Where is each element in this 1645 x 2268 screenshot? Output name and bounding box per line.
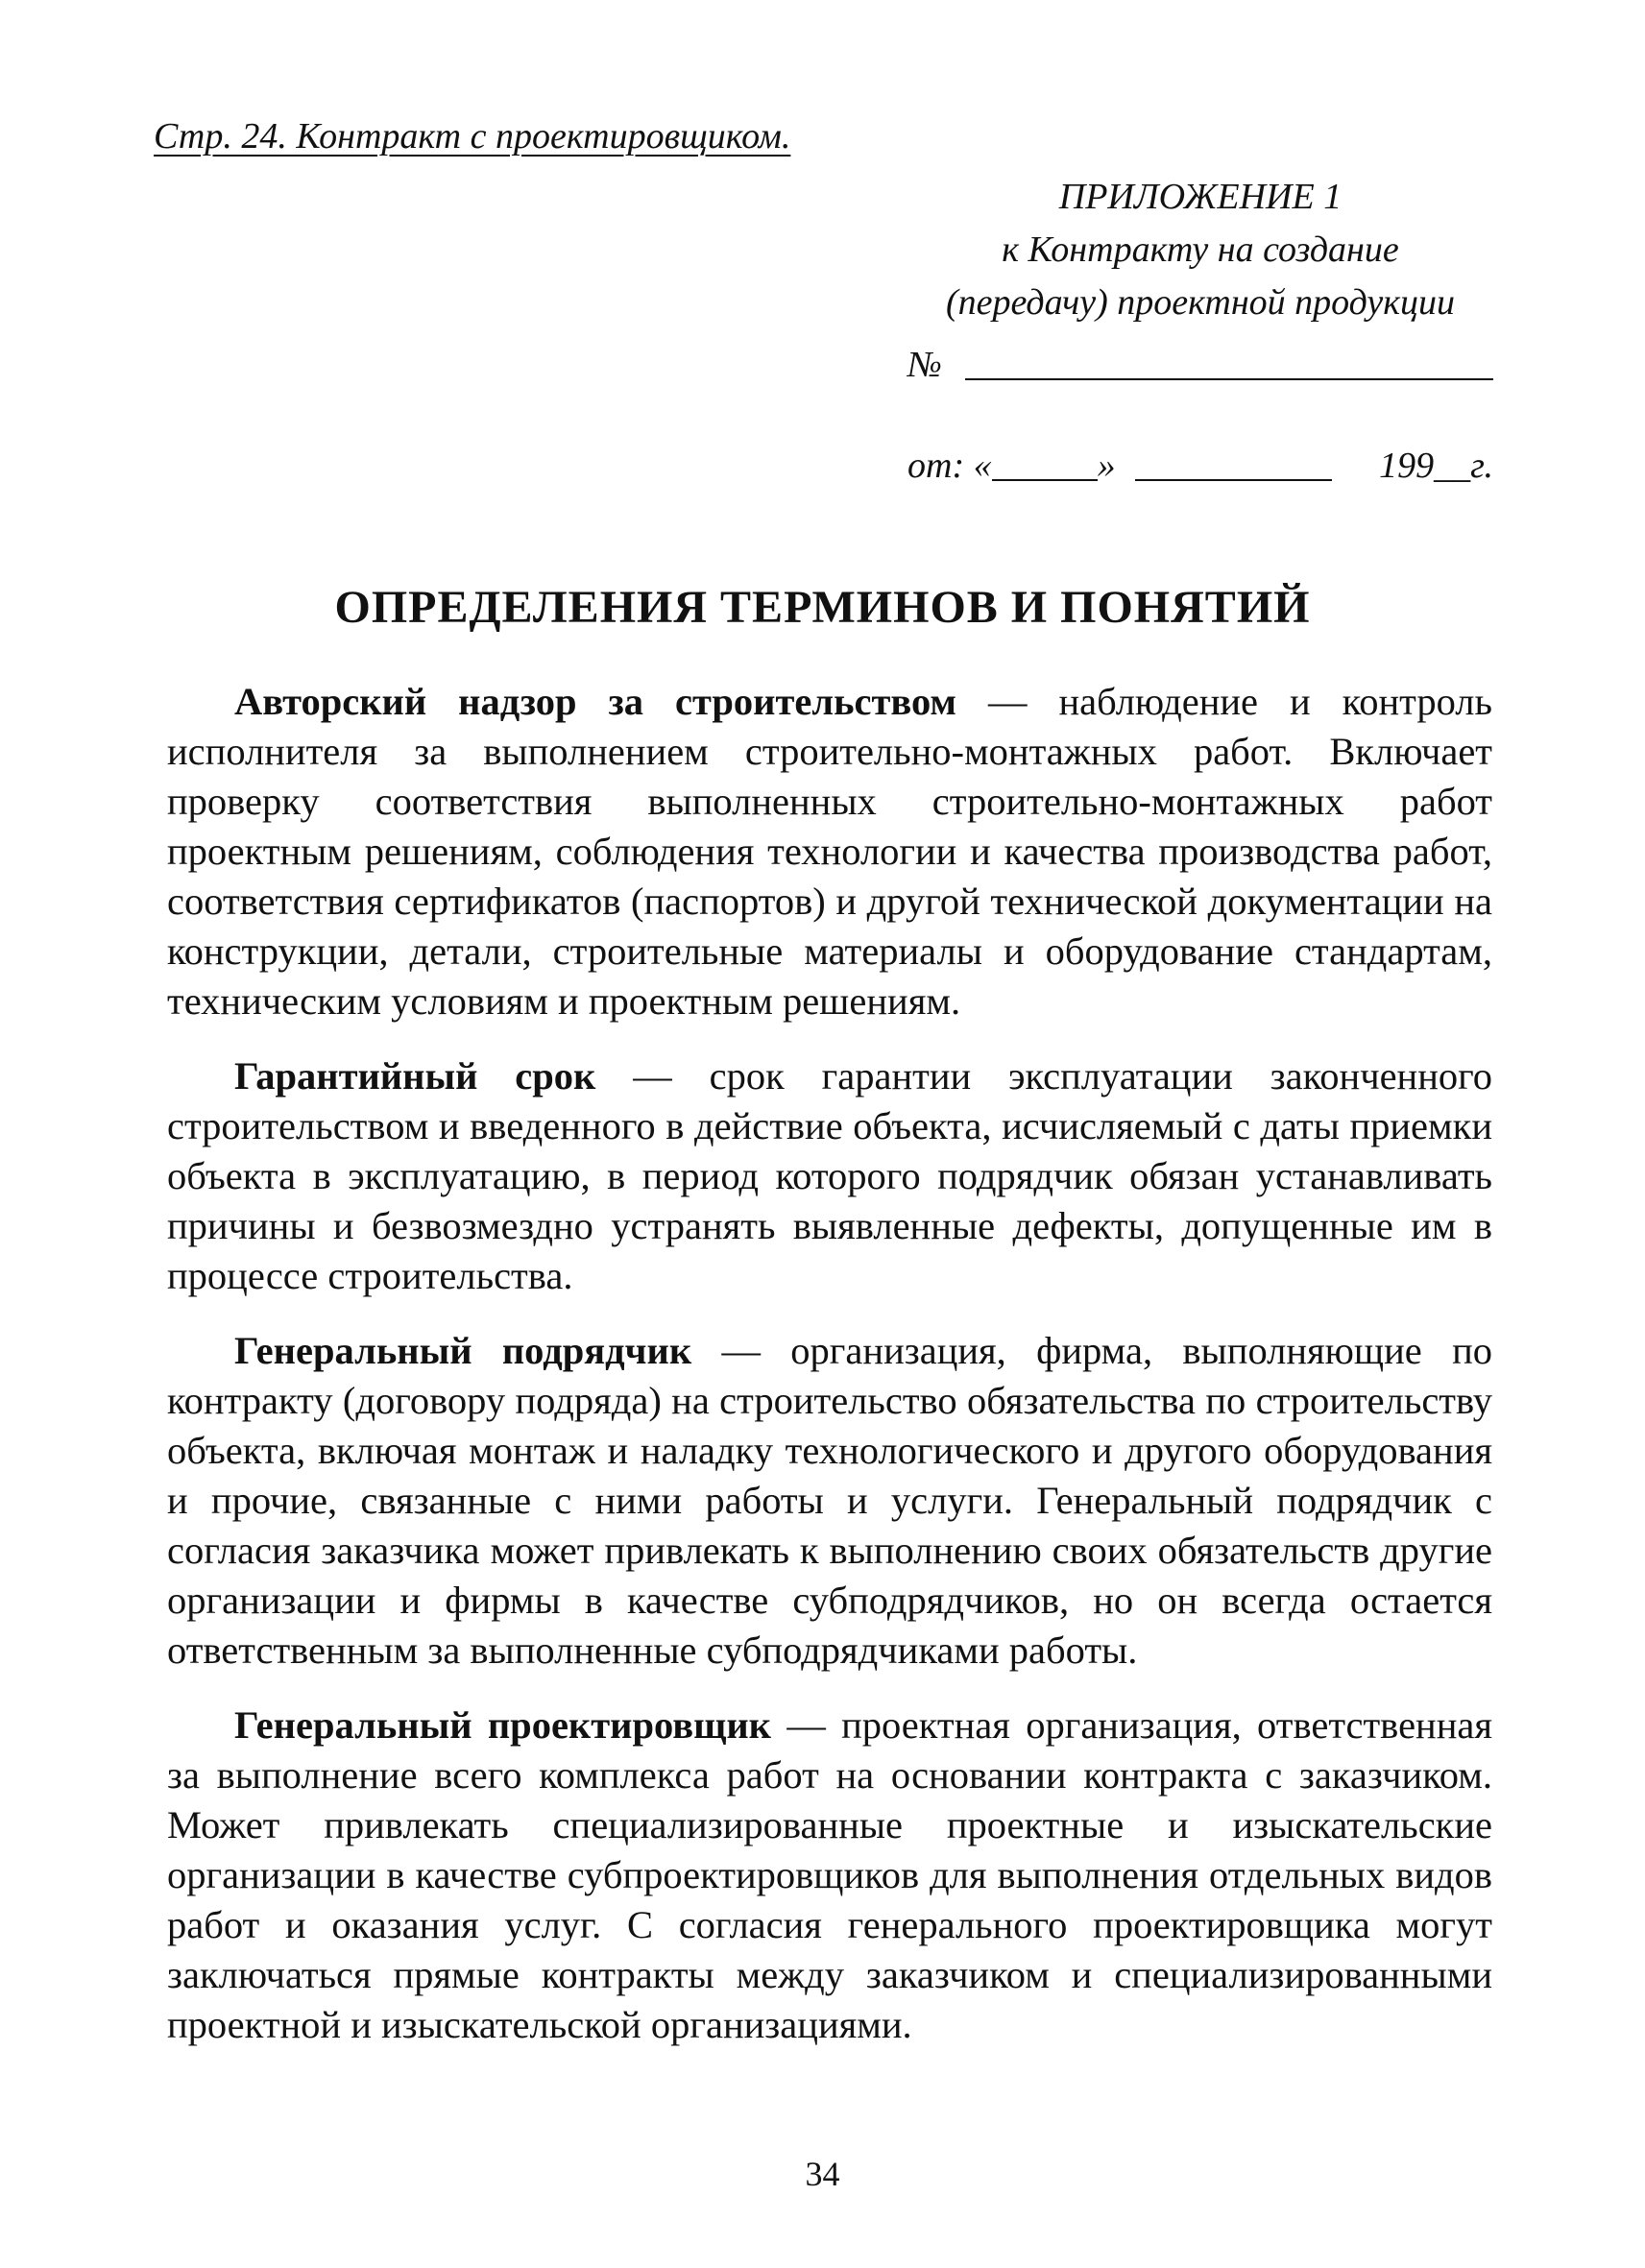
date-day-blank — [992, 443, 1098, 481]
running-head: Стр. 24. Контракт с проектировщиком. — [154, 116, 791, 157]
definition-text: — наблюдение и контроль исполнителя за выполнением строительно-монтажных работ. Включает проверку соответствия выполненных строительно-монтажных работ проектным решениям, соблюдения технологии и качества производства работ, соответствия сертификатов (паспортов) и другой технической документации на конструкции, детали, строительные материалы и оборудование стандартам, техническим условиям и проектным решениям. — [167, 680, 1492, 1023]
definition-paragraph — [167, 1051, 1492, 1301]
definition-text: — срок гарантии эксплуатации законченного строительством и введенного в действие объекта, исчисляемый с даты приемки объекта в эксплуатацию, в период которого подрядчик обязан устанавливать причины и безвозмездно устранять выявленные дефекты, допущенные им в процессе строительства. — [167, 1054, 1492, 1297]
contract-date-row — [907, 440, 1493, 493]
appendix-title: ПРИЛОЖЕНИЕ 1 — [1058, 177, 1343, 217]
definition-term: Генеральный подрядчик — [234, 1329, 692, 1372]
page-number: 34 — [805, 2155, 840, 2193]
definitions-body — [167, 677, 1492, 2075]
definition-paragraph — [167, 1326, 1492, 1676]
definition-paragraph — [167, 1701, 1492, 2050]
definition-text: — проектная организация, ответственная за выполнение всего комплекса работ на основании контракта с заказчиком. Может привлекать специализированные проектные и изыскательские организации в качестве субпроектировщиков для выполнения отдельных видов работ и оказания услуг. С согласия генерального проектировщика могут заключаться прямые контракты между заказчиком и специализированными проектной и изыскательской организациями. — [167, 1703, 1492, 2046]
contract-number-blank — [965, 342, 1493, 380]
definition-text: — организация, фирма, выполняющие по контракту (договору подряда) на строительство обязательства по строительству объекта, включая монтаж и наладку технологического и другого оборудования и прочие, связанные с ними работы и услуги. Генеральный подрядчик с согласия заказчика может привлекать к выполнению своих обязательств другие организации и фирмы в качестве субподрядчиков, но он всегда остается ответственным за выполненные субподрядчиками работы. — [167, 1329, 1492, 1672]
section-heading: ОПРЕДЕЛЕНИЯ ТЕРМИНОВ И ПОНЯТИЙ — [334, 582, 1311, 633]
number-label: № — [907, 345, 942, 385]
definition-paragraph — [167, 677, 1492, 1026]
definition-term: Гарантийный срок — [234, 1054, 596, 1098]
date-from-label: от: « — [907, 446, 992, 486]
contract-number-row — [907, 339, 1493, 392]
definition-term: Генеральный проектировщик — [234, 1703, 771, 1747]
definition-term: Авторский надзор за строительством — [234, 680, 957, 723]
appendix-line-2: к Контракту на создание — [1002, 229, 1399, 270]
date-year: 199__г. — [1379, 446, 1493, 486]
appendix-block — [907, 171, 1493, 493]
date-month-blank — [1135, 443, 1332, 481]
appendix-line-3: (передачу) проектной продукции — [945, 282, 1456, 323]
date-close-quote: » — [1097, 446, 1116, 486]
